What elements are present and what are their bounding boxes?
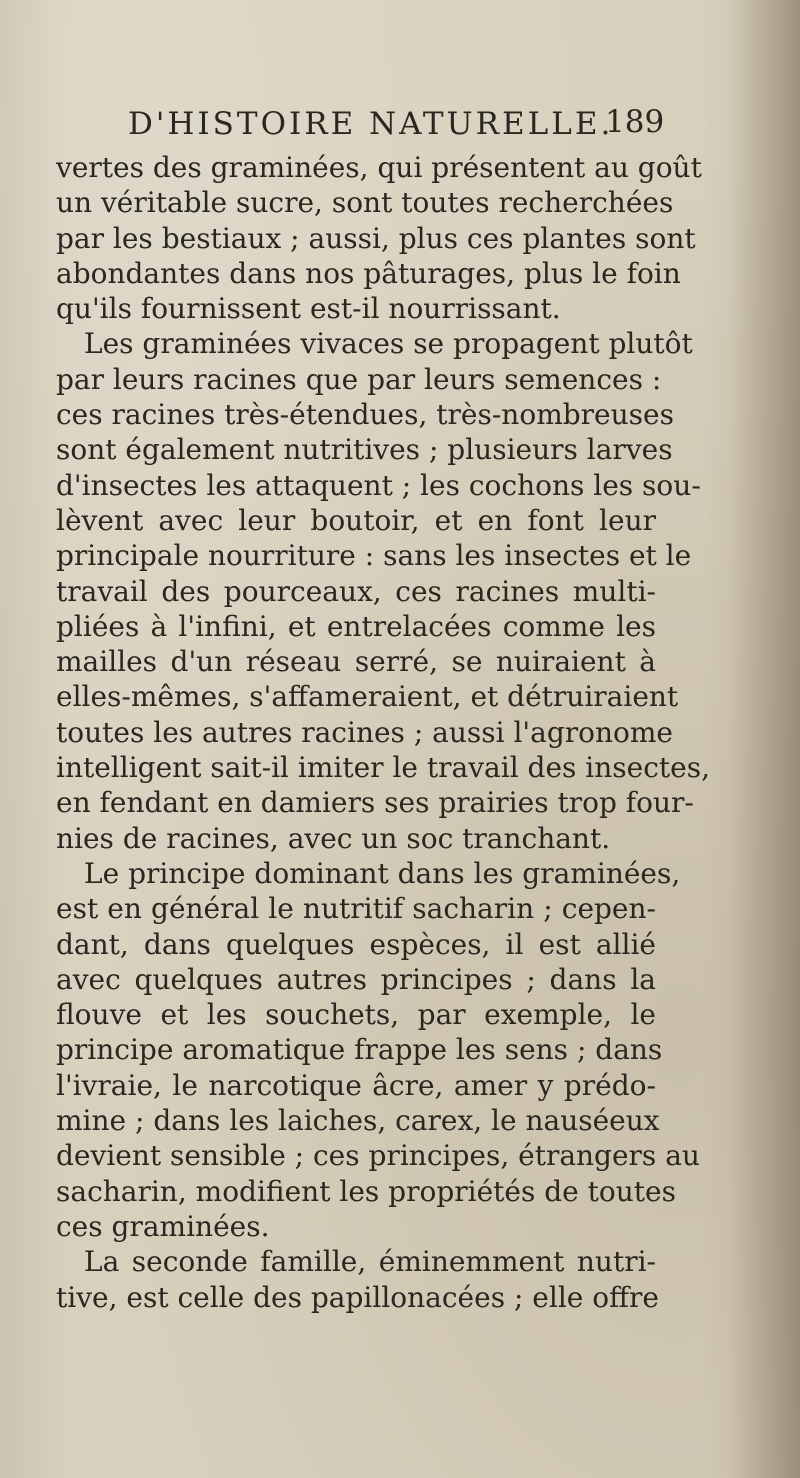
running-head: D'HISTOIRE NATURELLE. <box>128 106 614 142</box>
text-line: ces racines très-étendues, très-nombreuses <box>56 398 674 432</box>
text-line: flouve et les souchets, par exemple, le <box>56 998 656 1032</box>
text-line: dant, dans quelques espèces, il est allié <box>56 927 656 961</box>
text-line: sont également nutritives ; plusieurs larves <box>56 433 673 467</box>
text-line: par leurs racines que par leurs semences : <box>56 362 662 396</box>
text-line: principale nourriture : sans les insectes et le <box>56 539 692 573</box>
text-line: lèvent avec leur boutoir, et en font leur <box>56 503 656 537</box>
text-line: abondantes dans nos pâturages, plus le foin <box>56 256 681 290</box>
text-line: principe aromatique frappe les sens ; dans <box>56 1033 663 1067</box>
text-line: mine ; dans les laiches, carex, le nauséeux <box>56 1104 660 1138</box>
page-edge-shadow <box>730 0 800 1478</box>
text-line: Les graminées vivaces se propagent plutôt <box>84 327 693 361</box>
text-line: elles-mêmes, s'affameraient, et détruiraient <box>56 680 679 714</box>
text-line: sacharin, modifient les propriétés de toutes <box>56 1174 676 1208</box>
text-line: tive, est celle des papillonacées ; elle offre <box>56 1280 659 1314</box>
text-line: un véritable sucre, sont toutes recherchées <box>56 186 674 220</box>
text-line: mailles d'un réseau serré, se nuiraient à <box>56 645 656 679</box>
text-line: intelligent sait-il imiter le travail des insectes, <box>56 751 711 785</box>
text-line: l'ivraie, le narcotique âcre, amer y prédo- <box>56 1068 656 1102</box>
body-text <box>56 150 711 1315</box>
text-line: qu'ils fournissent est-il nourrissant. <box>56 292 561 326</box>
text-line: vertes des graminées, qui présentent au goût <box>56 151 702 184</box>
text-line: Le principe dominant dans les graminées, <box>84 856 681 890</box>
text-line: toutes les autres racines ; aussi l'agronome <box>56 715 673 749</box>
text-line: par les bestiaux ; aussi, plus ces plantes sont <box>56 221 696 255</box>
text-line: est en général le nutritif sacharin ; cepen- <box>56 892 656 926</box>
text-line: d'insectes les attaquent ; les cochons les sou- <box>56 468 701 502</box>
text-line: nies de racines, avec un soc tranchant. <box>56 821 611 855</box>
text-line: La seconde famille, éminemment nutri- <box>84 1245 656 1279</box>
text-line: devient sensible ; ces principes, étrangers au <box>56 1139 700 1173</box>
text-line: en fendant en damiers ses prairies trop four- <box>56 786 694 820</box>
text-line: ces graminées. <box>56 1209 270 1243</box>
page-header <box>0 100 800 150</box>
text-line: pliées à l'infini, et entrelacées comme les <box>56 609 656 643</box>
text-line: travail des pourceaux, ces racines multi- <box>56 574 656 608</box>
text-line: avec quelques autres principes ; dans la <box>56 962 656 996</box>
page-number: 189 <box>605 104 665 140</box>
